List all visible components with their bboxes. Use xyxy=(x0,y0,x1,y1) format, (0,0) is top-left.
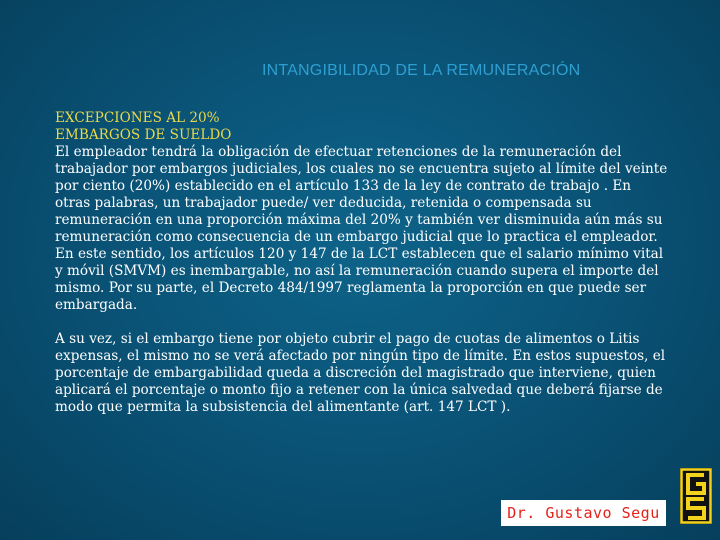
paragraph-lct-articles: En este sentido, los artículos 120 y 147 de la LCT establecen que el salario mínimo vital y móvil (SMVM) es inembargable, no así la remuneración cuando supera el importe del mismo. Por su parte, el Decreto 484/1997 reglamenta la proporción en que puede ser embargada. xyxy=(55,246,664,313)
gs-monogram-logo xyxy=(680,468,712,524)
paragraph-alimony: A su vez, si el embargo tiene por objeto cubrir el pago de cuotas de alimentos o Litis expensas, el mismo no se verá afectado por ningún tipo de límite. En estos supuestos, el porcentaje de embargabilidad queda a discreción del magistrado que interviene, quien aplicará el porcentaje o monto fijo a retener con la única salvedad que deberá fijarse de modo que permita la subsistencia del alimentante (art. 147 LCT ). xyxy=(55,331,666,415)
heading-salary-garnishment: EMBARGOS DE SUELDO xyxy=(55,127,232,143)
author-name: Dr. Gustavo Segu xyxy=(507,504,660,522)
slide-title: INTANGIBILIDAD DE LA REMUNERACIÓN xyxy=(262,62,581,79)
paragraph-employer-obligation: El empleador tendrá la obligación de efectuar retenciones de la remuneración del trabajador por embargos judiciales, los cuales no se encuentra sujeto al límite del veinte por ciento (20%) establecido en el artículo 133 de la ley de contrato de trabajo . En otras palabras, un trabajador puede/ ver deducida, retenida o compensada su remuneración en una proporción máxima del 20% y también ver disminuida aún más su remuneración como consecuencia de un embargo judicial que lo practica el empleador. xyxy=(55,144,668,245)
heading-exceptions: EXCEPCIONES AL 20% xyxy=(55,110,220,126)
slide-body xyxy=(55,110,670,416)
author-signature xyxy=(501,500,666,526)
gs-logo-icon xyxy=(680,468,712,524)
